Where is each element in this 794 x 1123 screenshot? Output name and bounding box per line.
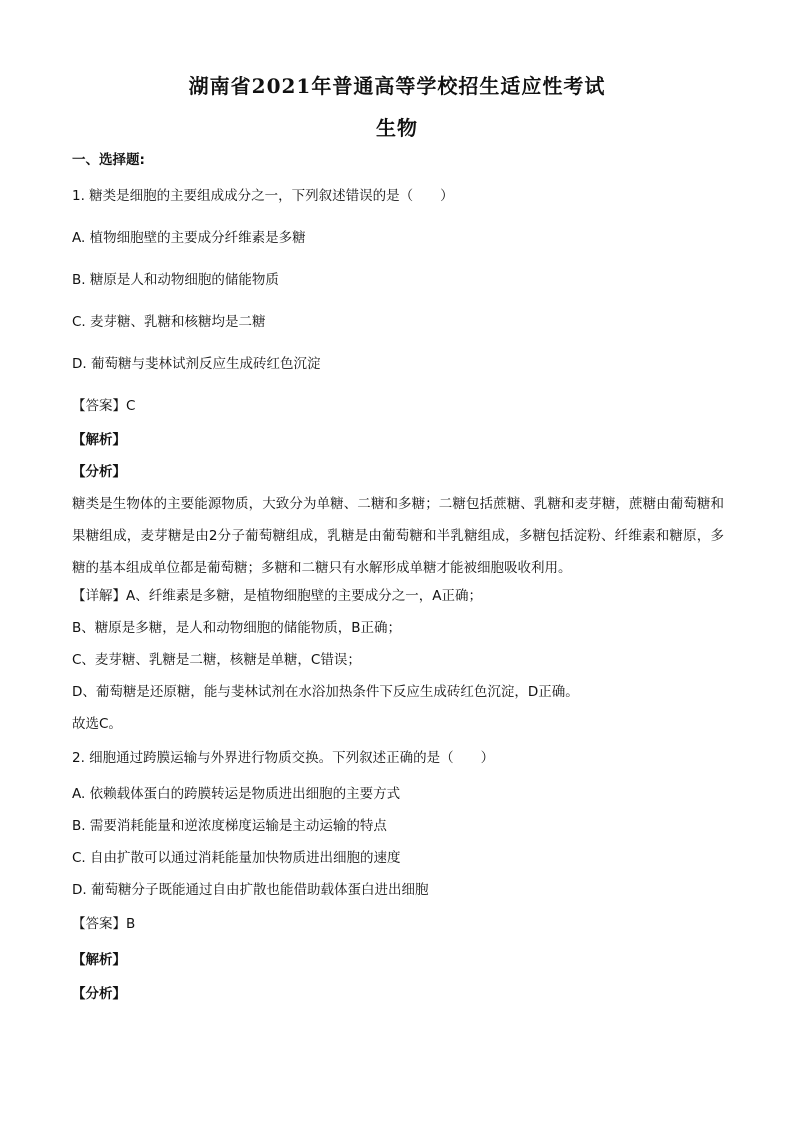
q1-detail-2: B、糖原是多糖，是人和动物细胞的储能物质，B正确； — [72, 620, 402, 636]
q1-option-d: D. 葡萄糖与斐林试剂反应生成砖红色沉淀 — [72, 356, 321, 372]
q1-fenxi-paragraph: 糖类是生物体的主要能源物质，大致分为单糖、二糖和多糖；二糖包括蔗糖、乳糖和麦芽糖，蔗糖由葡萄糖和果糖组成，麦芽糖是由2分子葡萄糖组成，乳糖是由葡萄糖和半乳糖组成，多糖包括淀粉、纤维素和糖原，多糖的基本组成单位都是葡萄糖；多糖和二糖只有水解形成单糖才能被细胞吸收利用。 — [72, 496, 724, 576]
q1-option-b: B. 糖原是人和动物细胞的储能物质 — [72, 272, 279, 288]
q2-fenxi-heading: 【分析】 — [72, 986, 126, 1002]
q2-option-c: C. 自由扩散可以通过消耗能量加快物质进出细胞的速度 — [72, 850, 401, 866]
q1-fenxi-heading: 【分析】 — [72, 464, 126, 480]
q1-option-a: A. 植物细胞壁的主要成分纤维素是多糖 — [72, 230, 306, 246]
q2-answer: 【答案】B — [72, 916, 136, 932]
exam-title: 湖南省2021年普通高等学校招生适应性考试 — [188, 74, 606, 98]
section-heading: 一、选择题: — [72, 152, 145, 168]
q1-detail-1: 【详解】A、纤维素是多糖，是植物细胞壁的主要成分之一，A正确； — [72, 588, 482, 604]
q2-option-d: D. 葡萄糖分子既能通过自由扩散也能借助载体蛋白进出细胞 — [72, 882, 429, 898]
q1-detail-4: D、葡萄糖是还原糖，能与斐林试剂在水浴加热条件下反应生成砖红色沉淀，D正确。 — [72, 684, 579, 700]
q1-analysis-heading: 【解析】 — [72, 432, 126, 448]
q1-answer: 【答案】C — [72, 398, 136, 414]
q2-analysis-heading: 【解析】 — [72, 952, 126, 968]
q1-stem: 1. 糖类是细胞的主要组成成分之一，下列叙述错误的是（ ） — [72, 188, 454, 204]
q1-option-c: C. 麦芽糖、乳糖和核糖均是二糖 — [72, 314, 266, 330]
q2-option-b: B. 需要消耗能量和逆浓度梯度运输是主动运输的特点 — [72, 818, 387, 834]
subject-title: 生物 — [376, 116, 418, 140]
q1-conclusion: 故选C。 — [72, 716, 122, 732]
q2-option-a: A. 依赖载体蛋白的跨膜转运是物质进出细胞的主要方式 — [72, 786, 401, 802]
q2-stem: 2. 细胞通过跨膜运输与外界进行物质交换。下列叙述正确的是（ ） — [72, 750, 495, 766]
q1-detail-3: C、麦芽糖、乳糖是二糖，核糖是单糖，C错误； — [72, 652, 361, 668]
